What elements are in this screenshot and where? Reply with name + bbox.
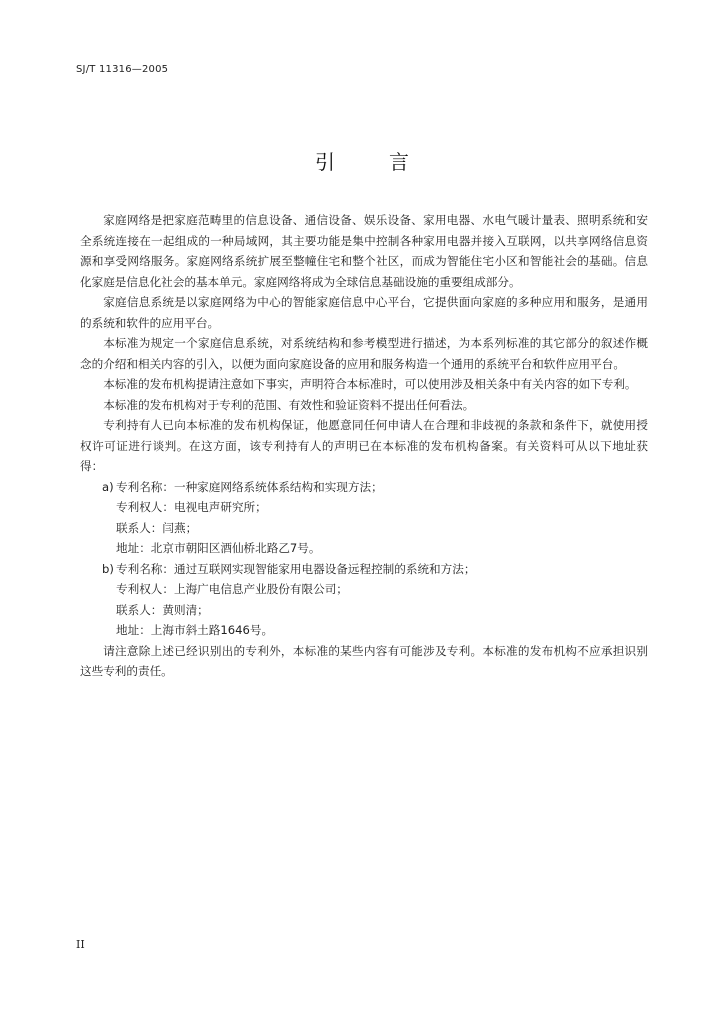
title-char-1: 引 [315,150,335,174]
patent-name: 专利名称：一种家庭网络系统体系结构和实现方法； [116,479,383,494]
paragraph-intro: 家庭网络是把家庭范畴里的信息设备、通信设备、娱乐设备、家用电器、水电气暖计量表、照明系统和安全系统连接在一起组成的一种局域网，其主要功能是集中控制各种家用电器并接入互联网，以共享网络信息资源和享受网络服务。家庭网络系统扩展至整幢住宅和整个社区，而成为智能住宅小区和智能社会的基础。信息化家庭是信息化社会的基本单元。家庭网络将成为全球信息基础设施的重要组成部分。 [80,213,648,289]
document-code: SJ/T 11316—2005 [76,64,169,75]
patent-item-b [80,559,648,580]
patent-name: 专利名称：通过互联网实现智能家用电器设备远程控制的系统和方法； [116,561,476,576]
patent-contact: 联系人：黄则清； [116,602,209,617]
paragraph-patent-holder: 专利持有人已向本标准的发布机构保证，他愿意同任何申请人在合理和非歧视的条款和条件下，就使用授权许可证进行谈判。在这方面，该专利持有人的声明已在本标准的发布机构备案。有关资料可从以下地址获得： [80,418,648,473]
patent-label: a) [102,479,114,494]
paragraph-closing: 请注意除上述已经识别出的专利外，本标准的某些内容有可能涉及专利。本标准的发布机构不应承担识别这些专利的责任。 [80,643,648,678]
paragraph-scope: 本标准为规定一个家庭信息系统，对系统结构和参考模型进行描述，为本系列标准的其它部分的叙述作概念的介绍和相关内容的引入，以便为面向家庭设备的应用和服务构造一个通用的系统平台和软件应用平台。 [80,336,648,371]
patent-holder: 专利权人：电视电声研究所； [116,500,267,514]
patent-address: 地址：上海市斜土路1646号。 [116,623,274,637]
document-body [80,210,648,682]
patent-address: 地址：北京市朝阳区酒仙桥北路乙7号。 [116,541,321,555]
section-title [0,146,724,175]
patent-holder: 专利权人：上海广电信息产业股份有限公司； [116,582,348,596]
paragraph-patent-notice: 本标准的发布机构提请注意如下事实，声明符合本标准时，可以使用涉及相关条中有关内容的如下专利。 [103,377,637,391]
paragraph-system: 家庭信息系统是以家庭网络为中心的智能家庭信息中心平台，它提供面向家庭的多种应用和服务，是通用的系统和软件的应用平台。 [80,295,648,330]
patent-contact: 联系人：闫燕； [116,520,198,535]
page-number: II [76,938,85,951]
patent-label: b) [102,561,114,576]
paragraph-patent-position: 本标准的发布机构对于专利的范围、有效性和验证资料不提出任何看法。 [103,397,475,412]
patent-item-a [80,477,648,498]
title-char-2: 言 [389,150,409,174]
